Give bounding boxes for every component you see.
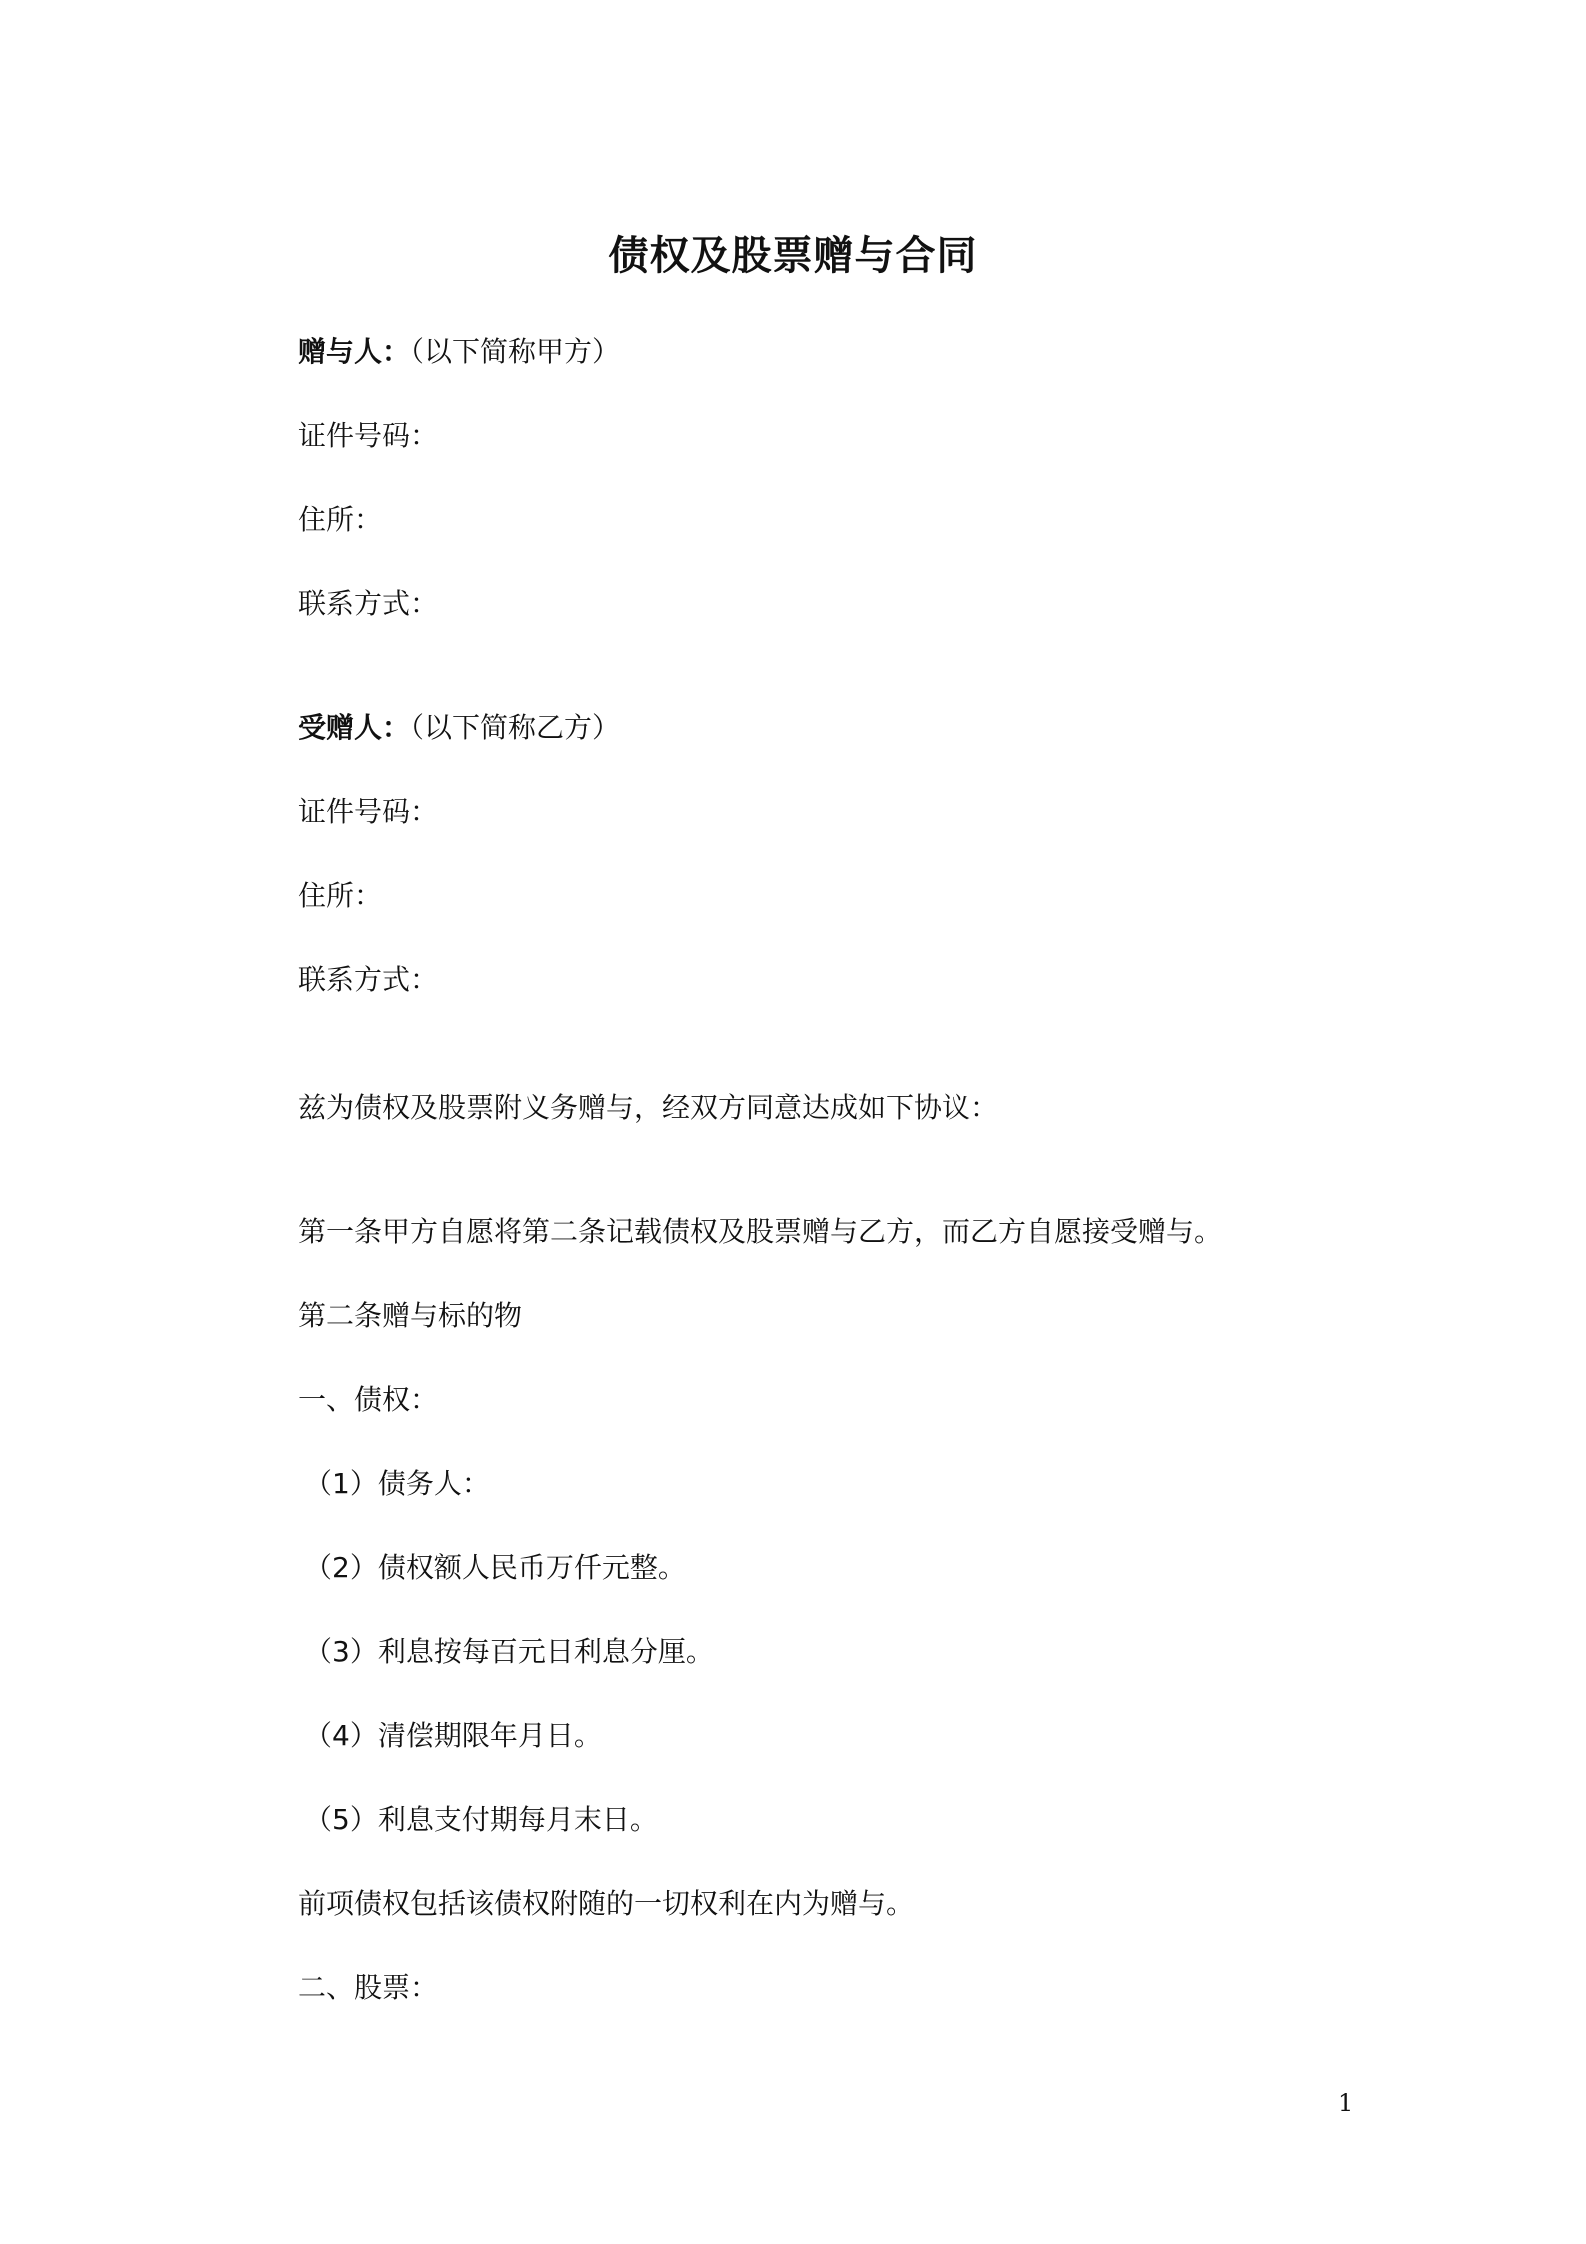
preamble: 兹为债权及股票附义务赠与，经双方同意达成如下协议： <box>298 1091 999 1124</box>
article-1: 第一条甲方自愿将第二条记载债权及股票赠与乙方，而乙方自愿接受赠与。 <box>298 1215 1223 1248</box>
debt-item: （4）清偿期限年月日。 <box>304 1719 602 1752</box>
donor-line <box>298 332 620 372</box>
donee-contact: 联系方式： <box>298 963 439 996</box>
donee-line <box>298 708 620 748</box>
article-2-heading: 第二条赠与标的物 <box>298 1299 523 1332</box>
debt-section-heading: 一、债权： <box>298 1383 439 1416</box>
donee-address: 住所： <box>298 879 383 912</box>
debt-item: （3）利息按每百元日利息分厘。 <box>304 1635 714 1668</box>
donor-id-number: 证件号码： <box>298 419 439 452</box>
document-title: 债权及股票赠与合同 <box>608 233 978 279</box>
stock-section-heading: 二、股票： <box>298 1971 439 2004</box>
donee-note: （以下简称乙方） <box>410 711 621 744</box>
donor-address: 住所： <box>298 503 383 536</box>
donee-id-number: 证件号码： <box>298 795 439 828</box>
debt-section-note: 前项债权包括该债权附随的一切权利在内为赠与。 <box>298 1887 915 1920</box>
donor-label: 赠与人： <box>298 335 411 368</box>
debt-item: （2）债权额人民币万仟元整。 <box>304 1551 686 1584</box>
donee-label: 受赠人： <box>298 711 411 744</box>
donor-note: （以下简称甲方） <box>410 335 621 368</box>
debt-item: （1）债务人： <box>304 1467 490 1500</box>
donor-contact: 联系方式： <box>298 587 439 620</box>
page-number: 1 <box>1338 2089 1354 2117</box>
debt-item: （5）利息支付期每月末日。 <box>304 1803 658 1836</box>
